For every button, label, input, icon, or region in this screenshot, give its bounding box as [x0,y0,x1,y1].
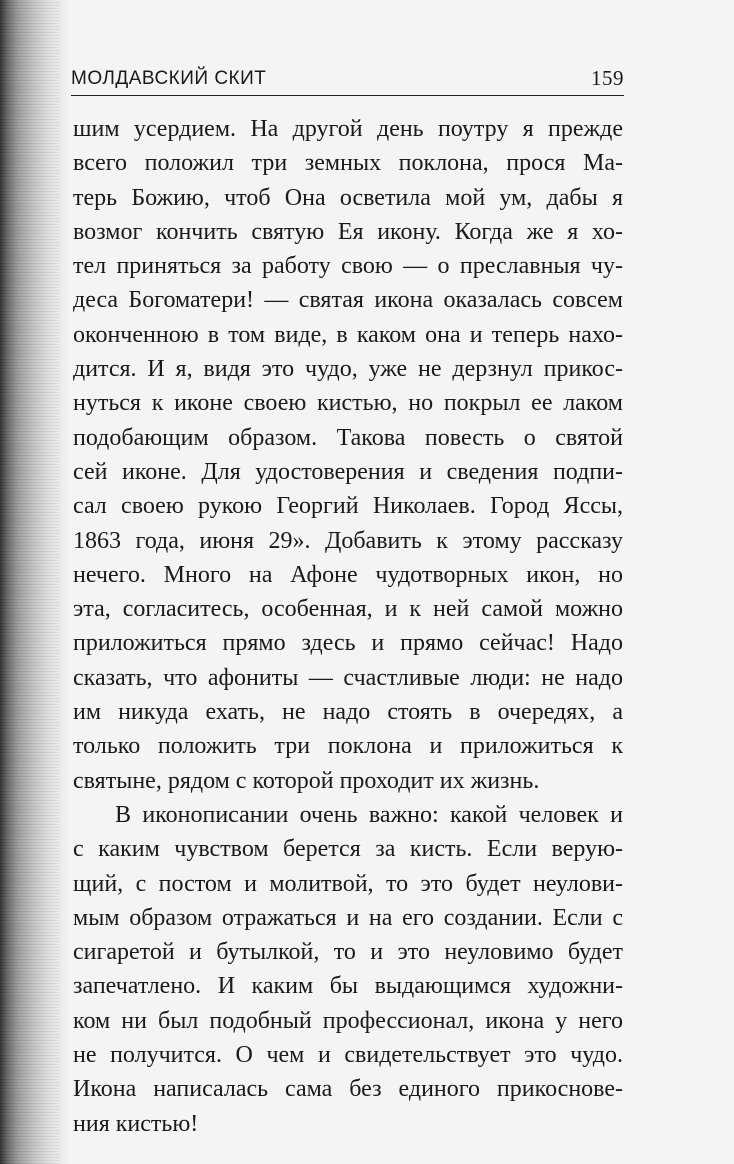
text-line: оконченною в том виде, в каком она и теперь нахо- [73,321,623,348]
text-line: мым образом отражаться и на его создании. Если с [73,904,623,931]
text-line: сал своею рукою Георгий Николаев. Город Яссы, [73,493,623,520]
text-line: деса Богоматери! — святая икона оказалась совсем [73,287,623,314]
text-line: сей иконе. Для удостоверения и сведения подпи- [73,458,623,485]
running-header-title: МОЛДАВСКИЙ СКИТ [71,68,267,89]
text-line: терь Божию, чтоб Она осветила мой ум, дабы я [73,184,623,211]
text-line: 1863 года, июня 29». Добавить к этому рассказу [73,527,623,554]
body-text [73,112,623,1141]
text-line: им никуда ехать, не надо стоять в очередях, а [73,699,623,726]
text-line: подобающим образом. Такова повесть о святой [73,424,623,451]
paragraph-last-line: святыне, рядом с которой проходит их жизнь. [73,767,540,794]
text-line: эта, согласитесь, особенная, и к ней самой можно [73,596,623,623]
text-line: возмог кончить святую Ея икону. Когда же я хо- [73,218,623,245]
text-line: щий, с постом и молитвой, то это будет неулови- [73,870,623,897]
page-number: 159 [591,66,624,90]
paragraph-last-line: ния кистью! [73,1110,199,1137]
text-line: шим усердием. На другой день поутру я прежде [73,116,623,142]
text-line: тел приняться за работу свою — о преславныя чу- [73,253,623,280]
text-line: ком ни был подобный профессионал, икона у него [73,1007,623,1034]
paragraph-first-line: В иконописании очень важно: какой человек и [115,801,623,828]
text-line: сказать, что афониты — счастливые люди: не надо [73,664,623,691]
text-line: Икона написалась сама без единого прикоснове- [73,1076,623,1103]
text-line: дится. И я, видя это чудо, уже не дерзнул прикос- [73,356,623,383]
text-line: с каким чувством берется за кисть. Если верую- [73,836,623,863]
text-line: не получится. О чем и свидетельствует это чудо. [73,1042,623,1069]
text-line: запечатлено. И каким бы выдающимся художни- [73,973,623,1000]
scan-binding-grain [0,0,60,1164]
text-line: нуться к иконе своею кистью, но покрыл ее лаком [73,390,623,417]
text-line: приложиться прямо здесь и прямо сейчас! Надо [73,630,623,657]
text-line: нечего. Много на Афоне чудотворных икон, но [73,561,623,588]
header-rule [71,95,624,96]
running-header [71,66,624,94]
text-line: всего положил три земных поклона, прося Ма- [73,150,623,177]
text-line: сигаретой и бутылкой, то и это неуловимо будет [73,939,623,966]
text-line: только положить три поклона и приложиться к [73,733,623,760]
